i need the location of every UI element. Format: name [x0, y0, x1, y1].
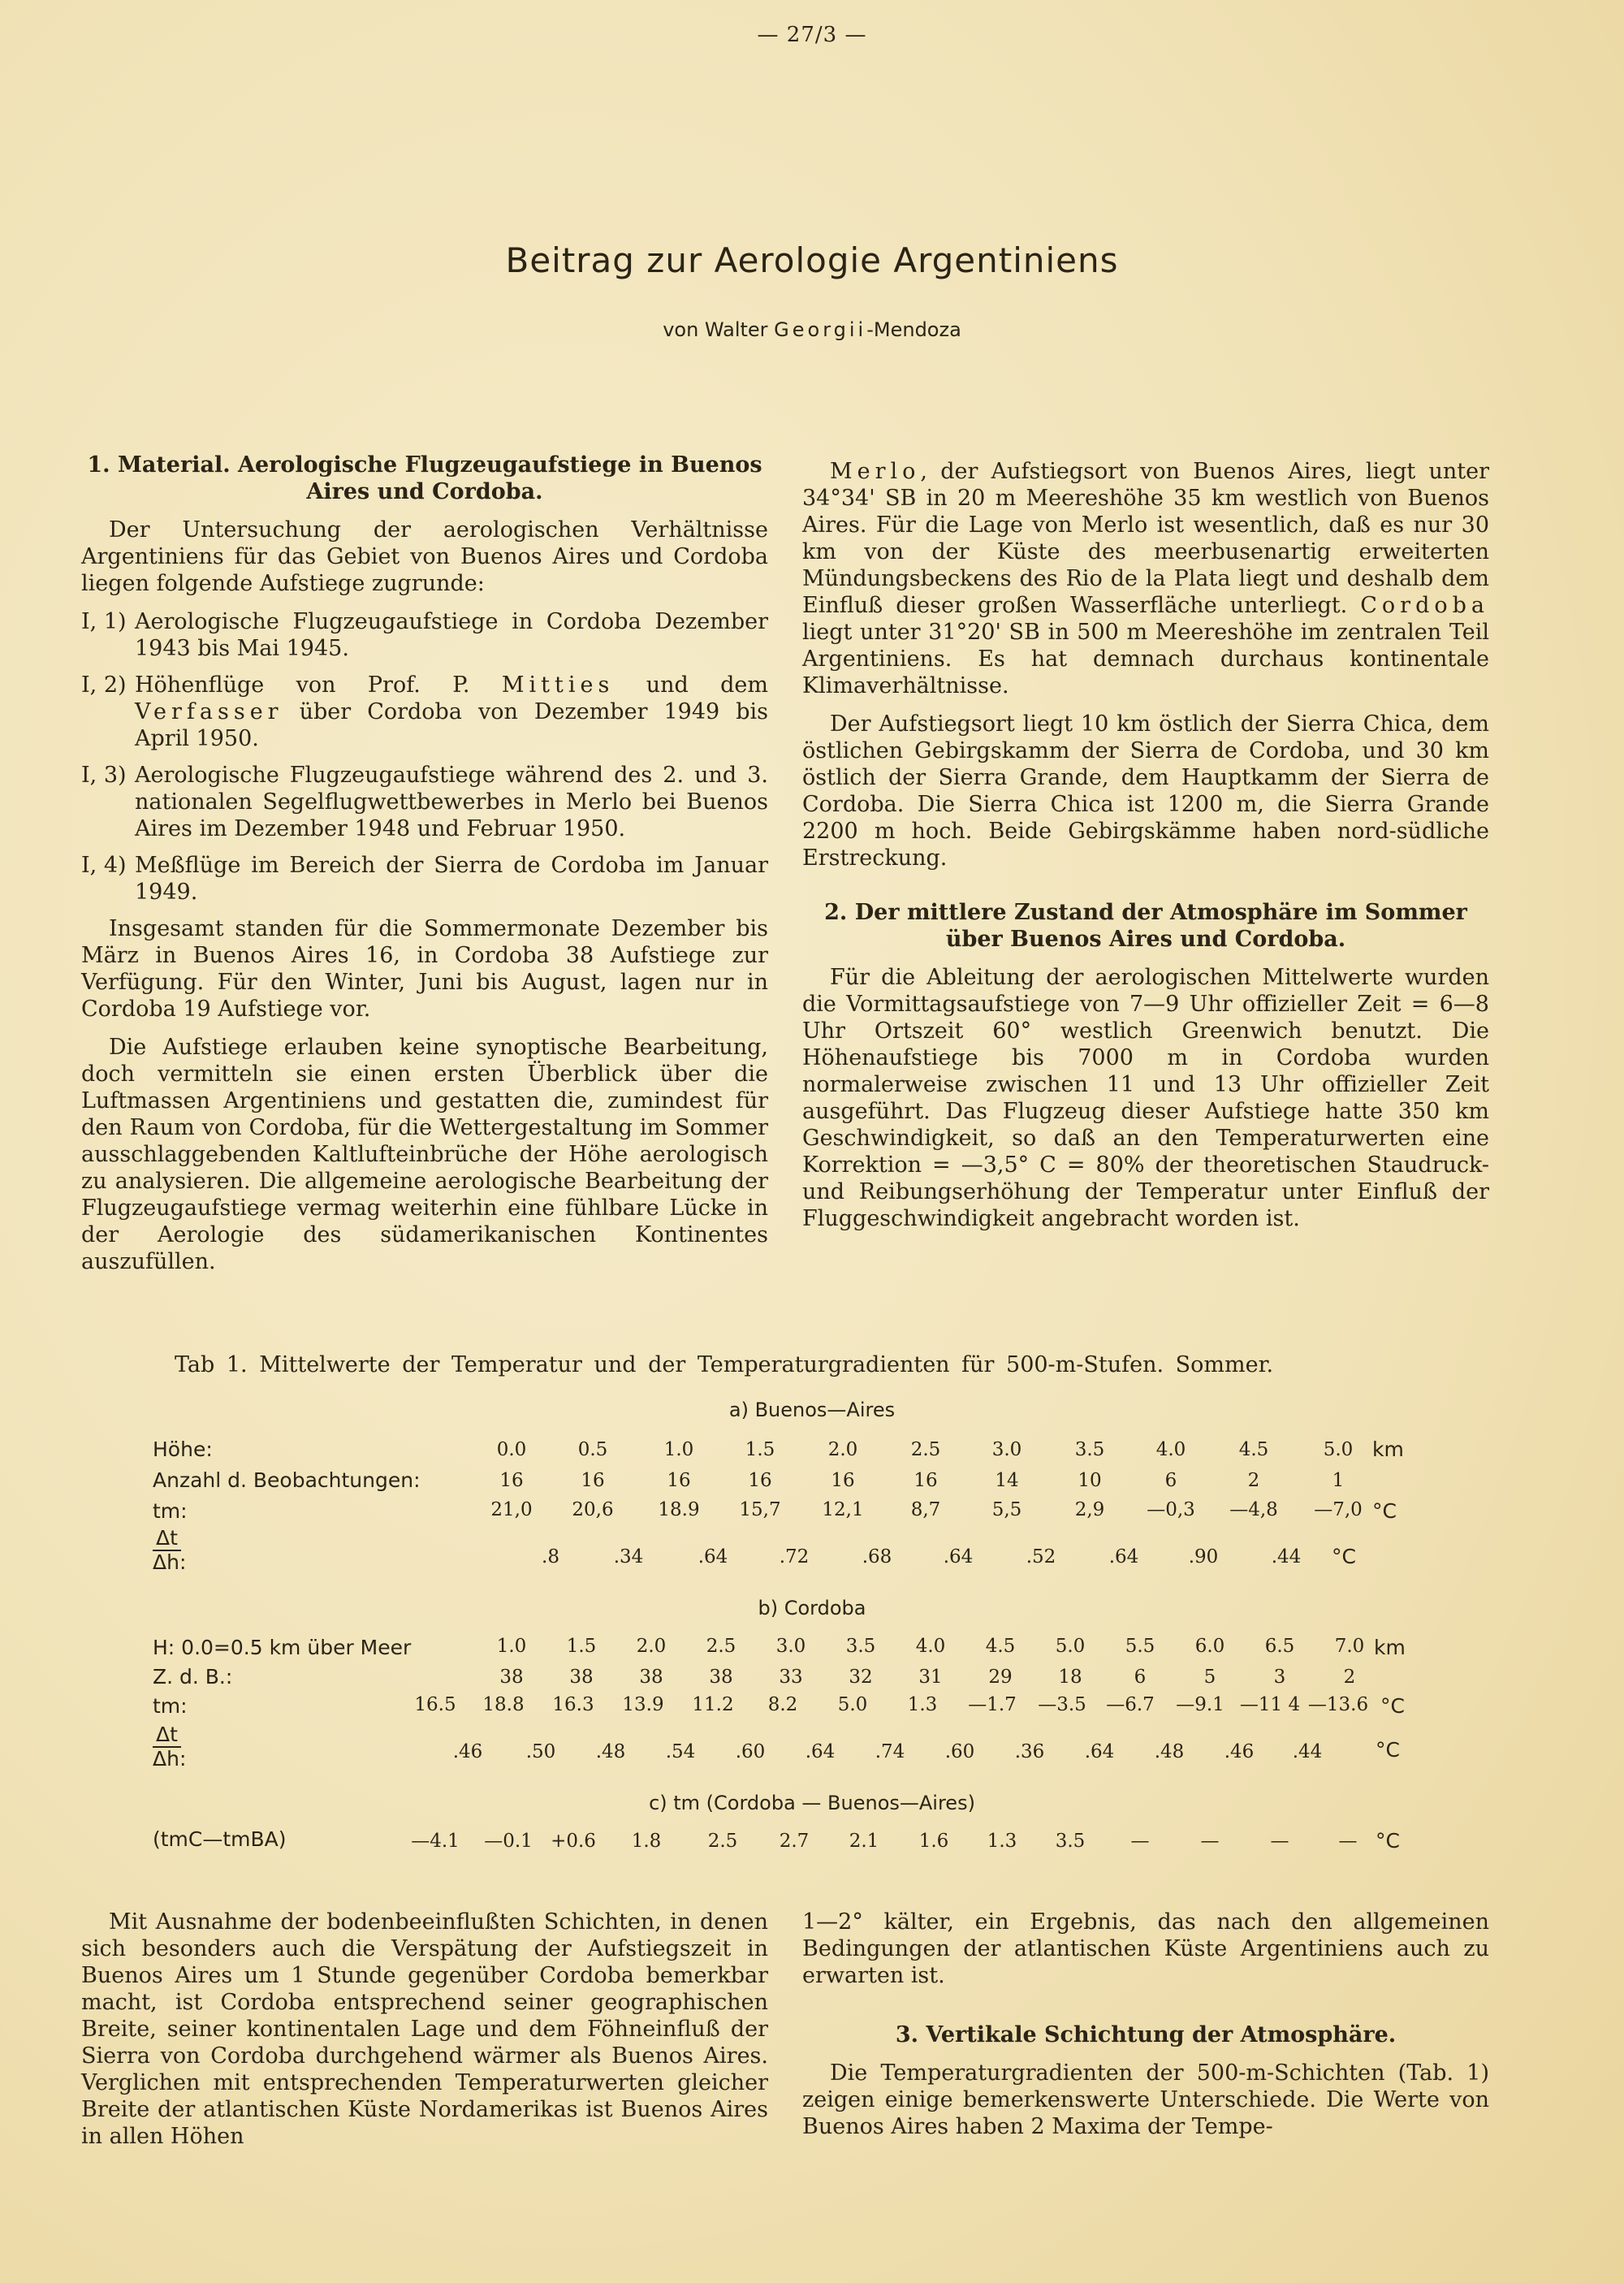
table-cell-gradient: .44 [1292, 1741, 1323, 1762]
text-run: und dem [614, 672, 768, 698]
fraction-numerator: Δt [153, 1723, 181, 1748]
table-cell-tm: 13.9 [622, 1694, 664, 1715]
section-2-heading: 2. Der mittlere Zustand der Atmosphäre im Sommer über Buenos Aires und Cordoba. [824, 900, 1467, 952]
author-prefix: von Walter [663, 318, 775, 341]
table-cell-h: 1.0 [496, 1636, 527, 1657]
list-item-text [135, 672, 768, 752]
table-cell-diff: 2.5 [707, 1831, 738, 1852]
table-cell-zdb: 32 [849, 1667, 873, 1688]
table-cell-h: 3.5 [845, 1636, 876, 1657]
row-label-anzahl: Anzahl d. Beobachtungen: [153, 1468, 421, 1492]
table-cell-anzahl: 16 [748, 1470, 772, 1491]
paragraph: 1—2° kälter, ein Ergebnis, das nach den allgemeinen Bedingungen der atlantischen Küste Argentiniens auch zu erwarten ist. [802, 1909, 1489, 1988]
row-label-diff: (tmC—tmBA) [153, 1827, 287, 1851]
table-cell-gradient: .64 [698, 1546, 728, 1567]
table-cell-hoehe: 1.5 [745, 1439, 775, 1460]
spaced-name: Merlo [830, 459, 921, 484]
table-b-title: b) Cordoba [758, 1597, 866, 1619]
table-cell-anzahl: 16 [914, 1470, 938, 1491]
left-column-lower [81, 1909, 768, 2161]
table-cell-hoehe: 2.0 [827, 1439, 858, 1460]
table-cell-tm: 2,9 [1074, 1499, 1105, 1520]
table-cell-h: 2.5 [706, 1636, 736, 1657]
page-number: — 27/3 — [757, 23, 867, 47]
list-item [81, 608, 768, 662]
spaced-name: Cordoba [1360, 593, 1489, 618]
unit-label: °C [1332, 1545, 1356, 1568]
article-title: Beitrag zur Aerologie Argentiniens [505, 240, 1119, 280]
table-cell-gradient: .64 [943, 1546, 974, 1567]
table-cell-tm: —6.7 [1106, 1694, 1155, 1715]
row-label-tm: tm: [153, 1499, 188, 1523]
table-a-title: a) Buenos—Aires [728, 1399, 896, 1421]
paragraph: Insgesamt standen für die Sommermonate Dezember bis März in Buenos Aires 16, in Cordoba 38 Aufstiege zur Verfügung. Für den Winter, Juni bis August, lagen nur in Cordoba 19 Aufstiege vor. [81, 916, 768, 1022]
table-cell-diff: — [1270, 1831, 1289, 1852]
table-cell-gradient: .90 [1188, 1546, 1219, 1567]
table-cell-tm: 16.3 [552, 1694, 594, 1715]
text-run: liegt unter 31°20' SB in 500 m Meereshöhe im zentralen Teil Argentiniens. Es hat demnach durchaus kontinentale Klimaverhältnisse. [802, 620, 1489, 698]
table-cell-gradient: .60 [735, 1741, 766, 1762]
unit-label: °C [1380, 1694, 1405, 1718]
table-cell-anzahl: 16 [831, 1470, 855, 1491]
table-cell-gradient: .52 [1026, 1546, 1056, 1567]
unit-label: km [1372, 1438, 1404, 1461]
unit-label: °C [1372, 1499, 1397, 1523]
row-label-zdb: Z. d. B.: [153, 1665, 233, 1688]
table-cell-anzahl: 16 [667, 1470, 691, 1491]
table-c-title: c) tm (Cordoba — Buenos—Aires) [649, 1792, 975, 1814]
table-cell-diff: 3.5 [1055, 1831, 1086, 1852]
table-cell-gradient: .64 [805, 1741, 836, 1762]
table-cell-hoehe: 0.5 [577, 1439, 608, 1460]
list-item-label: I, 1) [81, 609, 127, 634]
table-cell-tm: —0,3 [1147, 1499, 1195, 1520]
text-run: Höhenflüge von Prof. P. [135, 672, 502, 698]
table-cell-gradient: .48 [1154, 1741, 1185, 1762]
table-caption: Tab 1. Mittelwerte der Temperatur und der Temperaturgradienten für 500-m-Stufen. Sommer. [175, 1352, 1274, 1377]
table-cell-zdb: 33 [779, 1667, 803, 1688]
table-cell-gradient: .46 [452, 1741, 483, 1762]
table-cell-gradient: .50 [525, 1741, 556, 1762]
table-cell-gradient: .54 [665, 1741, 696, 1762]
table-cell-hoehe: 3.5 [1074, 1439, 1105, 1460]
table-cell-h: 3.0 [775, 1636, 806, 1657]
table-cell-gradient: .34 [613, 1546, 644, 1567]
paragraph [802, 458, 1489, 699]
table-cell-tm: —1.7 [968, 1694, 1017, 1715]
table-cell-gradient: .36 [1014, 1741, 1045, 1762]
table-cell-h: 5.5 [1125, 1636, 1155, 1657]
table-cell-h: 7.0 [1334, 1636, 1365, 1657]
table-cell-diff: —4.1 [411, 1831, 460, 1852]
table-cell-gradient: .60 [944, 1741, 975, 1762]
paragraph: Der Untersuchung der aerologischen Verhältnisse Argentiniens für das Gebiet von Buenos Aires und Cordoba liegen folgende Aufstiege zugrunde: [81, 517, 768, 596]
paragraph: Der Aufstiegsort liegt 10 km östlich der Sierra Chica, dem östlichen Gebirgskamm der Sierra de Cordoba, und 30 km östlich der Sierra Grande, dem Hauptkamm der Sierra de Cordoba. Die Sierra Chica ist 1200 m, die Sierra Grande 2200 m hoch. Beide Gebirgskämme haben nord-südliche Erstreckung. [802, 711, 1489, 871]
table-cell-zdb: 2 [1343, 1667, 1356, 1688]
table-cell-diff: — [1130, 1831, 1150, 1852]
table-cell-hoehe: 5.0 [1323, 1439, 1354, 1460]
right-column-lower [802, 1909, 1489, 2151]
table-cell-h: 2.0 [636, 1636, 667, 1657]
section-1-heading: 1. Material. Aerologische Flugzeugaufstiege in Buenos Aires und Cordoba. [87, 452, 762, 504]
table-cell-zdb: 18 [1058, 1667, 1082, 1688]
paragraph: Mit Ausnahme der bodenbeeinflußten Schichten, in denen sich besonders auch die Verspätung der Aufstiegszeit in Buenos Aires um 1 Stunde gegenüber Cordoba bemerkbar macht, ist Cordoba entsprechend seiner geographischen Breite, seiner kontinentalen Lage und dem Föhneinfluß der Sierra von Cordoba durchgehend wärmer als Buenos Aires. Verglichen mit entsprechenden Temperaturwerten gleicher Breite der atlantischen Küste Nordamerikas ist Buenos Aires in allen Höhen [81, 1909, 768, 2149]
table-cell-tm: 8.2 [767, 1694, 798, 1715]
table-cell-hoehe: 2.5 [910, 1439, 941, 1460]
text-run: , der Aufstiegsort von Buenos Aires, liegt unter 34°34' SB in 20 m Meereshöhe 35 km westlich von Buenos Aires. Für die Lage von Merlo ist wesentlich, daß es nur 30 km von der Küste des meerbusenartig erweiterten Mündungsbeckens des Rio de la Plata liegt und deshalb dem Einfluß dieser großen Wasserfläche unterliegt. [802, 459, 1489, 618]
table-cell-gradient: .72 [779, 1546, 810, 1567]
table-cell-anzahl: 10 [1078, 1470, 1102, 1491]
table-cell-zdb: 5 [1203, 1667, 1216, 1688]
paragraph: Für die Ableitung der aerologischen Mittelwerte wurden die Vormittagsaufstiege von 7—9 Uhr offizieller Zeit = 6—8 Uhr Ortszeit 60° westlich Greenwich benutzt. Die Höhenaufstiege bis 7000 m in Cordoba wurden normalerweise zwischen 11 und 13 Uhr offizieller Zeit ausgeführt. Das Flugzeug dieser Aufstiege hatte 350 km Geschwindigkeit, so daß an den Temperaturwerten eine Korrektion = —3,5° C = 80% der theoretischen Staudruck- und Reibungserhöhung der Temperatur unter Einfluß der Fluggeschwindigkeit angebracht worden ist. [802, 965, 1489, 1231]
table-cell-hoehe: 1.0 [663, 1439, 694, 1460]
right-column [802, 458, 1489, 1243]
table-cell-diff: 1.8 [631, 1831, 662, 1852]
table-cell-tm: 8,7 [910, 1499, 941, 1520]
list-item [81, 762, 768, 842]
paragraph: Die Temperaturgradienten der 500-m-Schichten (Tab. 1) zeigen einige bemerkenswerte Unterschiede. Die Werte von Buenos Aires haben 2 Maxima der Tempe- [802, 2060, 1489, 2139]
table-cell-gradient: .44 [1271, 1546, 1302, 1567]
table-cell-tm: —7,0 [1314, 1499, 1363, 1520]
table-cell-gradient: .68 [862, 1546, 892, 1567]
spaced-name: Verfasser [135, 699, 283, 724]
list-item-label: I, 3) [81, 763, 127, 788]
table-cell-diff: 2.1 [849, 1831, 879, 1852]
table-cell-gradient: .48 [595, 1741, 626, 1762]
table-cell-anzahl: 6 [1164, 1470, 1177, 1491]
table-cell-diff: 1.6 [918, 1831, 949, 1852]
table-cell-hoehe: 3.0 [991, 1439, 1022, 1460]
table-cell-anzahl: 14 [995, 1470, 1019, 1491]
section-3-heading: 3. Vertikale Schichtung der Atmosphäre. [895, 2022, 1397, 2047]
table-cell-gradient: .8 [542, 1546, 559, 1567]
list-item-label: I, 2) [81, 672, 127, 698]
table-cell-gradient: .64 [1108, 1546, 1139, 1567]
table-cell-hoehe: 4.5 [1238, 1439, 1269, 1460]
fraction-numerator: Δt [153, 1527, 181, 1551]
table-cell-zdb: 6 [1134, 1667, 1147, 1688]
table-cell-gradient: .64 [1084, 1741, 1115, 1762]
table-cell-tm: 18.9 [658, 1499, 700, 1520]
table-cell-h: 4.0 [915, 1636, 946, 1657]
fraction-denominator: Δh [153, 1550, 179, 1574]
table-cell-anzahl: 1 [1332, 1470, 1345, 1491]
table-cell-tm: 12,1 [822, 1499, 864, 1520]
spaced-name: Mitties [501, 672, 615, 698]
list-item [81, 852, 768, 906]
table-cell-tm: —13.6 [1307, 1694, 1369, 1715]
table-cell-gradient: .46 [1224, 1741, 1255, 1762]
table-cell-h: 6.5 [1264, 1636, 1295, 1657]
table-cell-anzahl: 16 [499, 1470, 524, 1491]
table-cell-h: 1.5 [566, 1636, 597, 1657]
fraction-denominator: Δh [153, 1747, 179, 1771]
table-cell-tm: 1.3 [907, 1694, 938, 1715]
list-item-label: I, 4) [81, 853, 127, 878]
list-item [81, 672, 768, 752]
table-cell-diff: — [1200, 1831, 1220, 1852]
list-item-text: Meßflüge im Bereich der Sierra de Cordoba im Januar 1949. [135, 853, 768, 905]
table-cell-tm: 5,5 [991, 1499, 1022, 1520]
table-cell-diff: —0.1 [484, 1831, 533, 1852]
table-cell-hoehe: 4.0 [1155, 1439, 1186, 1460]
table-cell-zdb: 31 [918, 1667, 943, 1688]
table-cell-diff: — [1338, 1831, 1358, 1852]
table-cell-tm: 5.0 [837, 1694, 868, 1715]
table-cell-h: 5.0 [1055, 1636, 1086, 1657]
unit-label: km [1374, 1636, 1406, 1659]
table-cell-gradient: .74 [875, 1741, 905, 1762]
author-suffix: -Mendoza [866, 318, 961, 341]
author-name: Georgii [774, 318, 867, 341]
row-label-hoehe: Höhe: [153, 1438, 213, 1461]
table-cell-diff: 1.3 [987, 1831, 1017, 1852]
left-column [81, 452, 768, 1286]
text-run: über Cordoba von Dezember 1949 bis April 1950. [135, 699, 768, 751]
table-cell-h: 6.0 [1194, 1636, 1225, 1657]
table-cell-tm: 11.2 [692, 1694, 734, 1715]
table-cell-tm: —4,8 [1229, 1499, 1278, 1520]
author-line [0, 318, 1624, 341]
table-cell-anzahl: 2 [1247, 1470, 1260, 1491]
table-cell-tm: 18.8 [482, 1694, 525, 1715]
table-cell-zdb: 29 [988, 1667, 1013, 1688]
table-cell-tm: 15,7 [739, 1499, 781, 1520]
table-cell-tm: 21,0 [490, 1499, 533, 1520]
table-cell-anzahl: 16 [581, 1470, 605, 1491]
table-cell-tm: 20,6 [572, 1499, 614, 1520]
table-cell-diff: +0.6 [551, 1831, 596, 1852]
row-label-gradient: Δt Δh: [153, 1723, 187, 1771]
table-cell-tm: —3.5 [1038, 1694, 1086, 1715]
row-label-h: H: 0.0=0.5 km über Meer [153, 1636, 412, 1659]
unit-label: °C [1376, 1829, 1400, 1853]
row-label-gradient: Δt Δh: [153, 1526, 187, 1574]
list-item-text: Aerologische Flugzeugaufstiege während des 2. und 3. nationalen Segelflugwettbewerbes in Merlo bei Buenos Aires im Dezember 1948 und Februar 1950. [135, 763, 768, 841]
unit-label: °C [1376, 1738, 1400, 1762]
row-label-tm: tm: [153, 1694, 188, 1718]
table-cell-zdb: 3 [1273, 1667, 1286, 1688]
list-item-text: Aerologische Flugzeugaufstiege in Cordoba Dezember 1943 bis Mai 1945. [135, 609, 768, 661]
table-cell-zdb: 38 [639, 1667, 663, 1688]
table-cell-hoehe: 0.0 [496, 1439, 527, 1460]
table-cell-tm: —9.1 [1176, 1694, 1224, 1715]
table-cell-zdb: 38 [569, 1667, 594, 1688]
table-cell-zdb: 38 [709, 1667, 733, 1688]
table-cell-tm: —11 4 [1239, 1694, 1301, 1715]
table-cell-tm: 16.5 [414, 1694, 456, 1715]
table-cell-zdb: 38 [499, 1667, 524, 1688]
paragraph: Die Aufstiege erlauben keine synoptische Bearbeitung, doch vermitteln sie einen ersten Überblick über die Luftmassen Argentiniens und gestatten die, zumindest für den Raum von Cordoba, für die Wettergestaltung im Sommer ausschlaggebenden Kaltlufteinbrüche der Höhe aerologisch zu analysieren. Die allgemeine aerologische Bearbeitung der Flugzeugaufstiege vermag weiterhin eine fühlbare Lücke in der Aerologie des südamerikanischen Kontinentes auszufüllen. [81, 1035, 768, 1274]
table-cell-h: 4.5 [985, 1636, 1016, 1657]
table-cell-diff: 2.7 [779, 1831, 810, 1852]
